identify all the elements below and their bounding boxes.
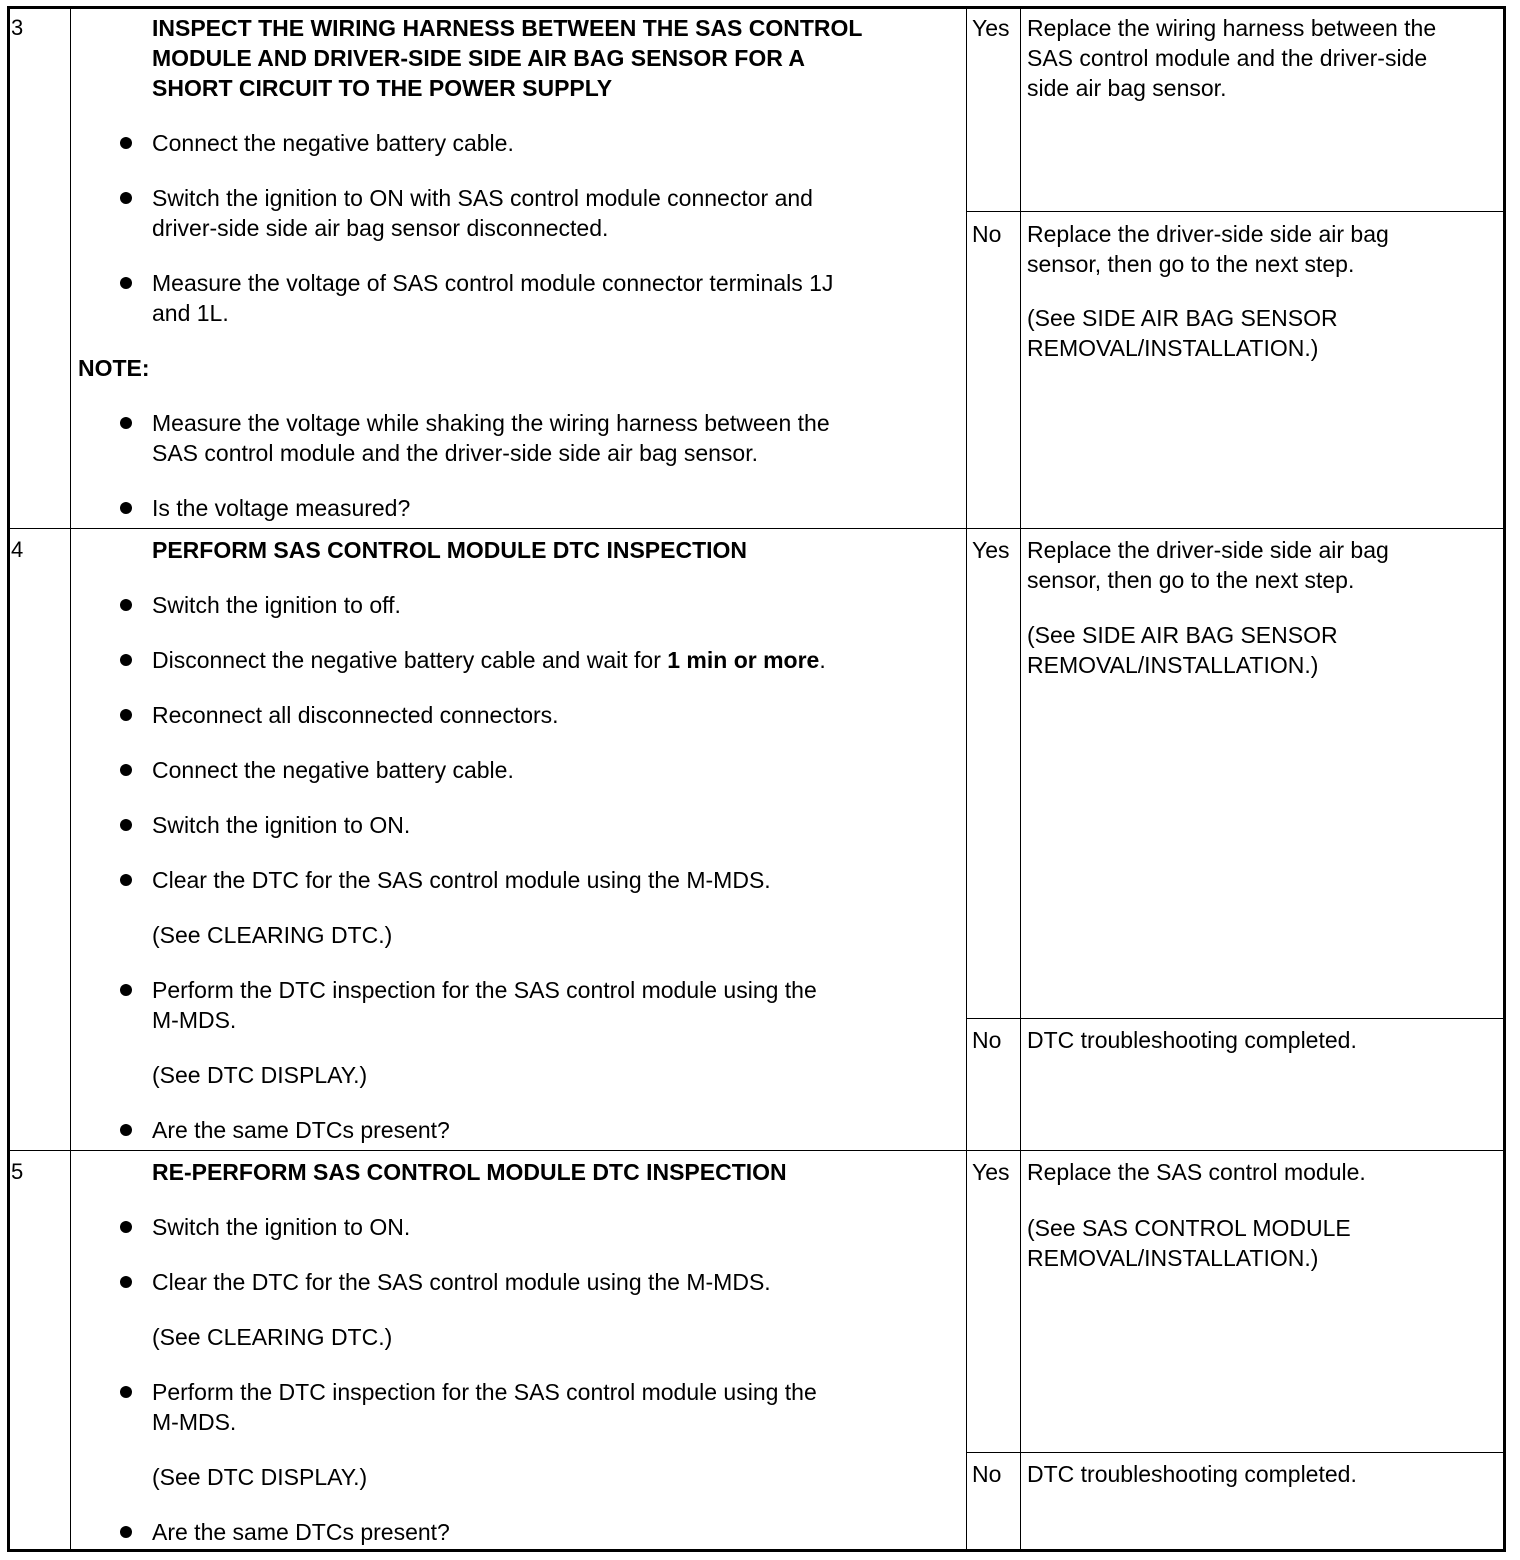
step-title: INSPECT THE WIRING HARNESS BETWEEN THE SAS CONTROL xyxy=(152,15,863,41)
list-item-text: Disconnect the negative battery cable and wait for xyxy=(152,647,668,673)
list-item: Clear the DTC for the SAS control module using the M-MDS. xyxy=(152,1269,771,1295)
yes-reference: (See SAS CONTROL MODULE xyxy=(1027,1215,1351,1241)
yes-no-divider xyxy=(966,211,1504,212)
step-title: PERFORM SAS CONTROL MODULE DTC INSPECTION xyxy=(152,537,748,563)
bullet-icon xyxy=(120,709,132,721)
list-item: M-MDS. xyxy=(152,1007,237,1033)
no-result: DTC troubleshooting completed. xyxy=(1027,1461,1357,1487)
reference-text: (See DTC DISPLAY.) xyxy=(152,1464,368,1490)
list-item: Is the voltage measured? xyxy=(152,495,411,521)
bullet-icon xyxy=(120,1276,132,1288)
yes-label: Yes xyxy=(972,537,1010,563)
no-label: No xyxy=(972,1461,1002,1487)
yes-no-divider xyxy=(966,1452,1504,1453)
list-item: Measure the voltage of SAS control module connector terminals 1J xyxy=(152,270,834,296)
bullet-icon xyxy=(120,654,132,666)
yes-result: side air bag sensor. xyxy=(1027,75,1227,101)
list-item: Perform the DTC inspection for the SAS control module using the xyxy=(152,977,817,1003)
no-reference: (See SIDE AIR BAG SENSOR xyxy=(1027,305,1338,331)
row-divider xyxy=(8,528,1504,529)
bullet-icon xyxy=(120,502,132,514)
bullet-icon xyxy=(120,764,132,776)
list-item: Are the same DTCs present? xyxy=(152,1519,450,1545)
reference-text: (See CLEARING DTC.) xyxy=(152,922,393,948)
yes-result: SAS control module and the driver-side xyxy=(1027,45,1428,71)
list-item: Switch the ignition to ON. xyxy=(152,1214,411,1240)
list-item: Switch the ignition to off. xyxy=(152,592,401,618)
no-result: sensor, then go to the next step. xyxy=(1027,251,1355,277)
list-item-emphasis: 1 min or more xyxy=(667,647,820,673)
bullet-icon xyxy=(120,1221,132,1233)
no-label: No xyxy=(972,221,1002,247)
column-divider-step xyxy=(70,8,71,1551)
yes-result: Replace the driver-side side air bag xyxy=(1027,537,1389,563)
list-item: Reconnect all disconnected connectors. xyxy=(152,702,559,728)
step-title: MODULE AND DRIVER-SIDE SIDE AIR BAG SENSOR FOR A xyxy=(152,45,805,71)
list-item: Measure the voltage while shaking the wiring harness between the xyxy=(152,410,830,436)
list-item: and 1L. xyxy=(152,300,229,326)
note-label: NOTE: xyxy=(78,355,150,381)
list-item: Switch the ignition to ON. xyxy=(152,812,411,838)
no-result: DTC troubleshooting completed. xyxy=(1027,1027,1357,1053)
bullet-icon xyxy=(120,1386,132,1398)
yes-reference: REMOVAL/INSTALLATION.) xyxy=(1027,1245,1319,1271)
bullet-icon xyxy=(120,137,132,149)
list-item xyxy=(152,645,826,675)
bullet-icon xyxy=(120,1124,132,1136)
list-item: M-MDS. xyxy=(152,1409,237,1435)
yes-reference: REMOVAL/INSTALLATION.) xyxy=(1027,652,1319,678)
step-title: SHORT CIRCUIT TO THE POWER SUPPLY xyxy=(152,75,613,101)
list-item: driver-side side air bag sensor disconnected. xyxy=(152,215,609,241)
bullet-icon xyxy=(120,277,132,289)
bullet-icon xyxy=(120,984,132,996)
yes-result: sensor, then go to the next step. xyxy=(1027,567,1355,593)
yes-no-divider xyxy=(966,1018,1504,1019)
list-item: Switch the ignition to ON with SAS control module connector and xyxy=(152,185,813,211)
step-number: 4 xyxy=(11,537,24,562)
column-divider-result xyxy=(1020,8,1021,1551)
yes-result: Replace the wiring harness between the xyxy=(1027,15,1437,41)
row-divider xyxy=(8,1150,1504,1151)
column-divider-action xyxy=(966,8,967,1551)
list-item: Connect the negative battery cable. xyxy=(152,130,514,156)
bullet-icon xyxy=(120,192,132,204)
step-number: 5 xyxy=(11,1159,24,1184)
list-item: Clear the DTC for the SAS control module using the M-MDS. xyxy=(152,867,771,893)
bullet-icon xyxy=(120,417,132,429)
list-item-tail: . xyxy=(819,647,826,673)
no-result: Replace the driver-side side air bag xyxy=(1027,221,1389,247)
reference-text: (See DTC DISPLAY.) xyxy=(152,1062,368,1088)
list-item: Are the same DTCs present? xyxy=(152,1117,450,1143)
yes-label: Yes xyxy=(972,1159,1010,1185)
yes-label: Yes xyxy=(972,15,1010,41)
yes-result: Replace the SAS control module. xyxy=(1027,1159,1366,1185)
list-item: SAS control module and the driver-side side air bag sensor. xyxy=(152,440,758,466)
bullet-icon xyxy=(120,819,132,831)
reference-text: (See CLEARING DTC.) xyxy=(152,1324,393,1350)
bullet-icon xyxy=(120,599,132,611)
step-title: RE-PERFORM SAS CONTROL MODULE DTC INSPECTION xyxy=(152,1159,787,1185)
list-item: Perform the DTC inspection for the SAS control module using the xyxy=(152,1379,817,1405)
step-number: 3 xyxy=(11,15,24,40)
yes-reference: (See SIDE AIR BAG SENSOR xyxy=(1027,622,1338,648)
no-reference: REMOVAL/INSTALLATION.) xyxy=(1027,335,1319,361)
bullet-icon xyxy=(120,874,132,886)
no-label: No xyxy=(972,1027,1002,1053)
bullet-icon xyxy=(120,1526,132,1538)
list-item: Connect the negative battery cable. xyxy=(152,757,514,783)
